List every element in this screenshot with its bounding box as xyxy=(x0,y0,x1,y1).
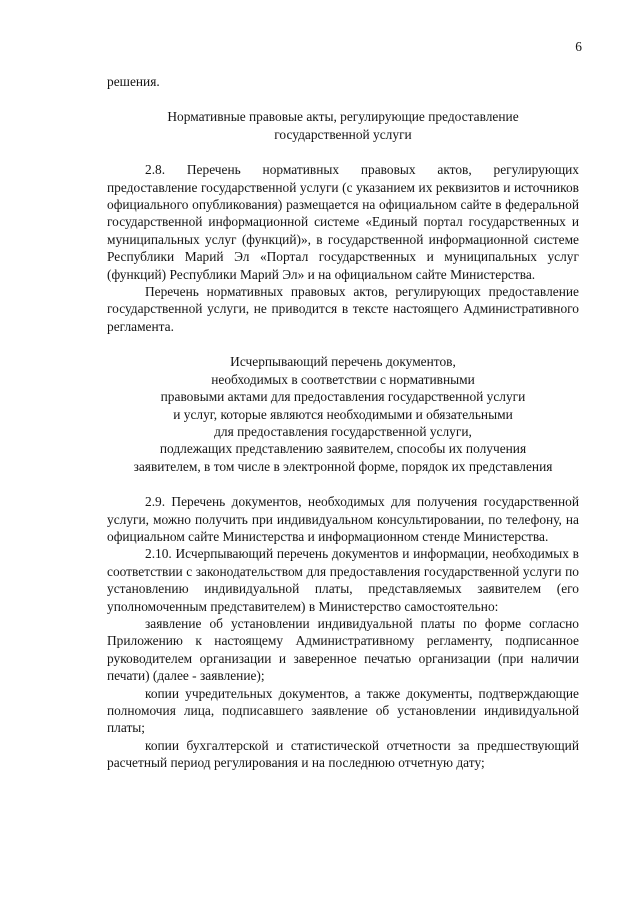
list-item-founding-documents: копии учредительных документов, а также документы, подтверждающие полномочия лица, подписавшего заявление об установлении индивидуальной платы; xyxy=(107,685,579,736)
paragraph-2-8: 2.8. Перечень нормативных правовых актов, регулирующих предоставление государственной услуги (с указанием их реквизитов и источников официального опубликования) размещается на официальном сайте в федеральной государственной информационной системе «Единый портал государственных и муниципальных услуг (функций)», в государственной информационной системе Республики Марий Эл «Портал государственных и муниципальных услуг (функций) Республики Марий Эл» и на официальном сайте Министерства. xyxy=(107,162,579,282)
heading-line: государственной услуги xyxy=(274,126,412,142)
heading-line: Нормативные правовые акты, регулирующие предоставление xyxy=(167,109,519,125)
heading-line: Исчерпывающий перечень документов, xyxy=(230,354,456,370)
heading-line: подлежащих представлению заявителем, способы их получения xyxy=(159,441,527,457)
heading-line: и услуг, которые являются необходимыми и обязательными xyxy=(173,406,513,422)
paragraph-2-8-continued: Перечень нормативных правовых актов, регулирующих предоставление государственной услуги, не приводится в тексте настоящего Административного регламента. xyxy=(107,284,579,334)
page-content xyxy=(107,73,579,772)
section-heading-normative-acts xyxy=(107,108,579,143)
list-item-accounting-reports: копии бухгалтерской и статистической отчетности за предшествующий расчетный период регулирования и на последнюю отчетную дату; xyxy=(107,737,579,771)
heading-line: для предоставления государственной услуги, xyxy=(214,423,472,439)
heading-line: заявителем, в том числе в электронной форме, порядок их представления xyxy=(133,458,553,474)
heading-line: правовыми актами для предоставления государственной услуги xyxy=(160,389,526,405)
list-item-application: заявление об установлении индивидуальной платы по форме согласно Приложению к настоящему Административному регламенту, подписанное руководителем организации и заверенное печатью организации (при наличии печати) (далее - заявление); xyxy=(107,615,579,684)
continuation-text: решения. xyxy=(107,74,160,89)
paragraph-2-10: 2.10. Исчерпывающий перечень документов и информации, необходимых в соответствии с законодательством для предоставления государственной услуги по установлению индивидуальной платы, представляемых заявителем (его уполномоченным представителем) в Министерство самостоятельно: xyxy=(107,546,579,614)
paragraph-2-9: 2.9. Перечень документов, необходимых для получения государственной услуги, можно получить при индивидуальном консультировании, по телефону, на официальном сайте Министерства и информационном стенде Министерства. xyxy=(107,494,579,544)
section-heading-documents-list xyxy=(107,353,579,475)
page-number: 6 xyxy=(575,39,582,54)
heading-line: необходимых в соответствии с нормативными xyxy=(211,371,475,387)
